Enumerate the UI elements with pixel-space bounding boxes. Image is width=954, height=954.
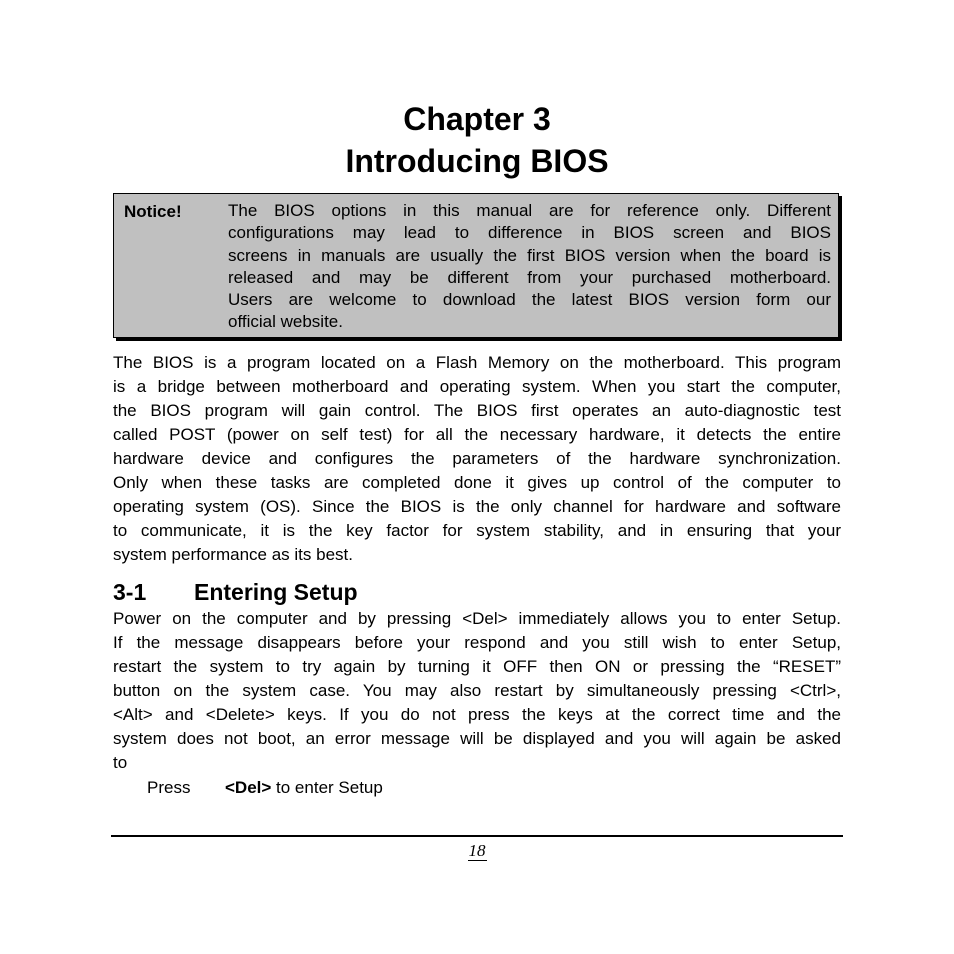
chapter-number: Chapter 3 <box>403 101 551 137</box>
paragraph-line: The BIOS is a program located on a Flash Memory on the motherboard. This program <box>113 353 841 372</box>
notice-line: The BIOS options in this manual are for reference only. Different <box>228 201 831 220</box>
page-number <box>0 840 954 862</box>
footer-divider <box>111 835 843 837</box>
paragraph-line: system performance as its best. <box>113 545 353 564</box>
press-suffix: to enter Setup <box>271 778 383 797</box>
paragraph-line: to <box>113 753 128 772</box>
paragraph-line: Only when these tasks are completed done it gives up control of the computer to <box>113 473 841 492</box>
paragraph-line: system does not boot, an error message will be displayed and you will again be asked <box>113 729 841 748</box>
notice-line: configurations may lead to difference in BIOS screen and BIOS <box>228 223 831 243</box>
paragraph-line: restart the system to try again by turning it OFF then ON or pressing the “RESET” <box>113 657 841 676</box>
paragraph-line: called POST (power on self test) for all the necessary hardware, it detects the entire <box>113 425 841 444</box>
section-heading <box>113 578 358 606</box>
notice-box <box>113 193 839 338</box>
notice-line: Users are welcome to download the latest BIOS version form our <box>228 290 831 310</box>
page-number-text: 18 <box>468 841 486 860</box>
section-number: 3-1 <box>113 579 147 605</box>
press-instruction <box>147 776 383 800</box>
notice-line: official website. <box>228 312 343 332</box>
paragraph-line: the BIOS program will gain control. The BIOS first operates an auto-diagnostic test <box>113 401 841 420</box>
notice-line: released and may be different from your purchased motherboard. <box>228 267 831 287</box>
paragraph-line: hardware device and configures the parameters of the hardware synchronization. <box>113 449 841 468</box>
paragraph-line: Power on the computer and by pressing <Del> immediately allows you to enter Setup. <box>113 609 841 628</box>
paragraph-line: is a bridge between motherboard and operating system. When you start the computer, <box>113 377 841 396</box>
paragraph-line: If the message disappears before your respond and you still wish to enter Setup, <box>113 633 841 652</box>
press-word: Press <box>147 778 191 797</box>
notice-text <box>228 200 831 334</box>
section-title: Entering Setup <box>194 579 358 605</box>
section-paragraph <box>113 607 841 775</box>
notice-label: Notice! <box>124 202 182 221</box>
paragraph-line: operating system (OS). Since the BIOS is the only channel for hardware and software <box>113 497 841 516</box>
paragraph-line: to communicate, it is the key factor for system stability, and in ensuring that your <box>113 521 841 540</box>
notice-line: screens in manuals are usually the first BIOS version when the board is <box>228 245 831 265</box>
paragraph-line: button on the system case. You may also restart by simultaneously pressing <Ctrl>, <box>113 681 841 700</box>
intro-paragraph <box>113 351 841 567</box>
chapter-title: Introducing BIOS <box>345 143 609 179</box>
paragraph-line: <Alt> and <Delete> keys. If you do not press the keys at the correct time and the <box>113 705 841 724</box>
chapter-heading <box>0 98 954 182</box>
del-key-label: <Del> <box>225 778 272 797</box>
